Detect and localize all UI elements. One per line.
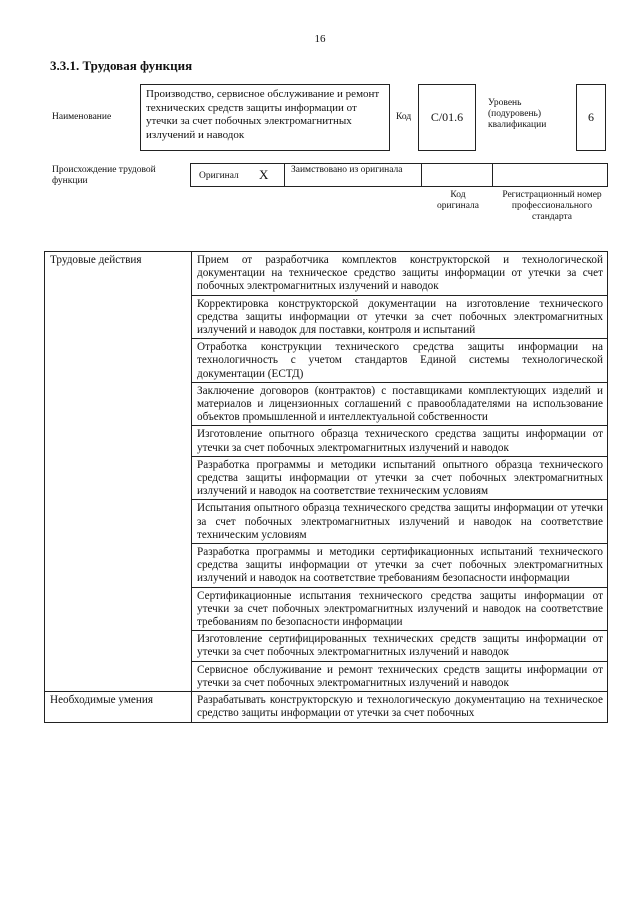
original-mark: X [259, 167, 269, 182]
borrowed-label: Заимствовано из оригинала [291, 165, 403, 175]
labor-action-item: Корректировка конструкторской документации на изготовление технического средства защиты информации от утечки за счет побочных электромагнитных излучений и наводок для поставки, контроля и испытаний [192, 295, 608, 339]
borrowed-cell [284, 163, 422, 187]
labor-action-item: Отработка конструкции технического средства защиты информации на технологичность с учетом стандартов Единой системы технологической документации (ЕСТД) [192, 339, 608, 383]
labor-function-table [44, 251, 608, 723]
name-value: Производство, сервисное обслуживание и ремонт технических средств защиты информации от утечки за счет побочных электромагнитных излучений и наводок [146, 88, 380, 141]
page-bottom-margin [0, 862, 640, 905]
original-code-cell [421, 163, 493, 187]
level-value: 6 [588, 110, 594, 124]
labor-action-item: Прием от разработчика комплектов конструкторской и технологической документации на техническое средство защиты информации от утечки за счет побочных электромагнитных излучений и наводок [192, 252, 608, 296]
labor-action-item: Разработка программы и методики испытаний опытного образца технического средства защиты информации от утечки за счет побочных электромагнитных излучений и наводок на соответствие техническим условиям [192, 456, 608, 500]
reg-number-cell [492, 163, 608, 187]
name-label: Наименование [52, 112, 112, 122]
labor-action-item: Сертификационные испытания технического средства защиты информации от утечки за счет побочных электромагнитных излучений и наводок на соответствие требованиям по безопасности информации [192, 587, 608, 631]
level-value-box [576, 84, 606, 151]
labor-action-item: Изготовление опытного образца технического средства защиты информации от утечки за счет побочных электромагнитных излучений и наводок [192, 426, 608, 456]
section-title: 3.3.1. Трудовая функция [50, 58, 193, 73]
page-number: 16 [314, 33, 326, 45]
labor-action-item: Испытания опытного образца технического средства защиты информации от утечки за счет побочных электромагнитных излучений и наводок на соответствие техническим условиям [192, 500, 608, 544]
level-label: Уровень (подуровень) квалификации [488, 98, 547, 130]
original-label: Оригинал [199, 171, 239, 181]
table-row [45, 692, 608, 722]
origin-label: Происхождение трудовой функции [52, 165, 156, 186]
reg-caption: Регистрационный номер профессионального стандарта [502, 190, 602, 222]
labor-action-item: Заключение договоров (контрактов) с поставщиками комплектующих изделий и материалов и лицензионных соглашений с правообладателями на использование объектов промышленной и интеллектуальной собственности [192, 382, 608, 426]
skill-item: Разрабатывать конструкторскую и технологическую документацию на техническое средство защиты информации от утечки за счет побочных [192, 692, 608, 722]
table-row [45, 252, 608, 296]
original-cell [190, 163, 285, 187]
code-label: Код [396, 112, 412, 122]
labor-action-item: Изготовление сертифицированных технических средств защиты информации от утечки за счет побочных электромагнитных излучений и наводок [192, 631, 608, 661]
code-value-box [418, 84, 476, 151]
code-caption: Код оригинала [437, 190, 479, 211]
labor-actions-label: Трудовые действия [45, 252, 192, 692]
labor-action-item: Сервисное обслуживание и ремонт технических средств защиты информации от утечки за счет побочных электромагнитных излучений и наводок [192, 661, 608, 691]
labor-action-item: Разработка программы и методики сертификационных испытаний технического средства защиты информации от утечки за счет побочных электромагнитных излучений и наводок на соответствие требованиям безопасности информации [192, 544, 608, 588]
skills-label: Необходимые умения [45, 692, 192, 722]
code-value: C/01.6 [430, 110, 464, 124]
name-value-box [140, 84, 390, 151]
